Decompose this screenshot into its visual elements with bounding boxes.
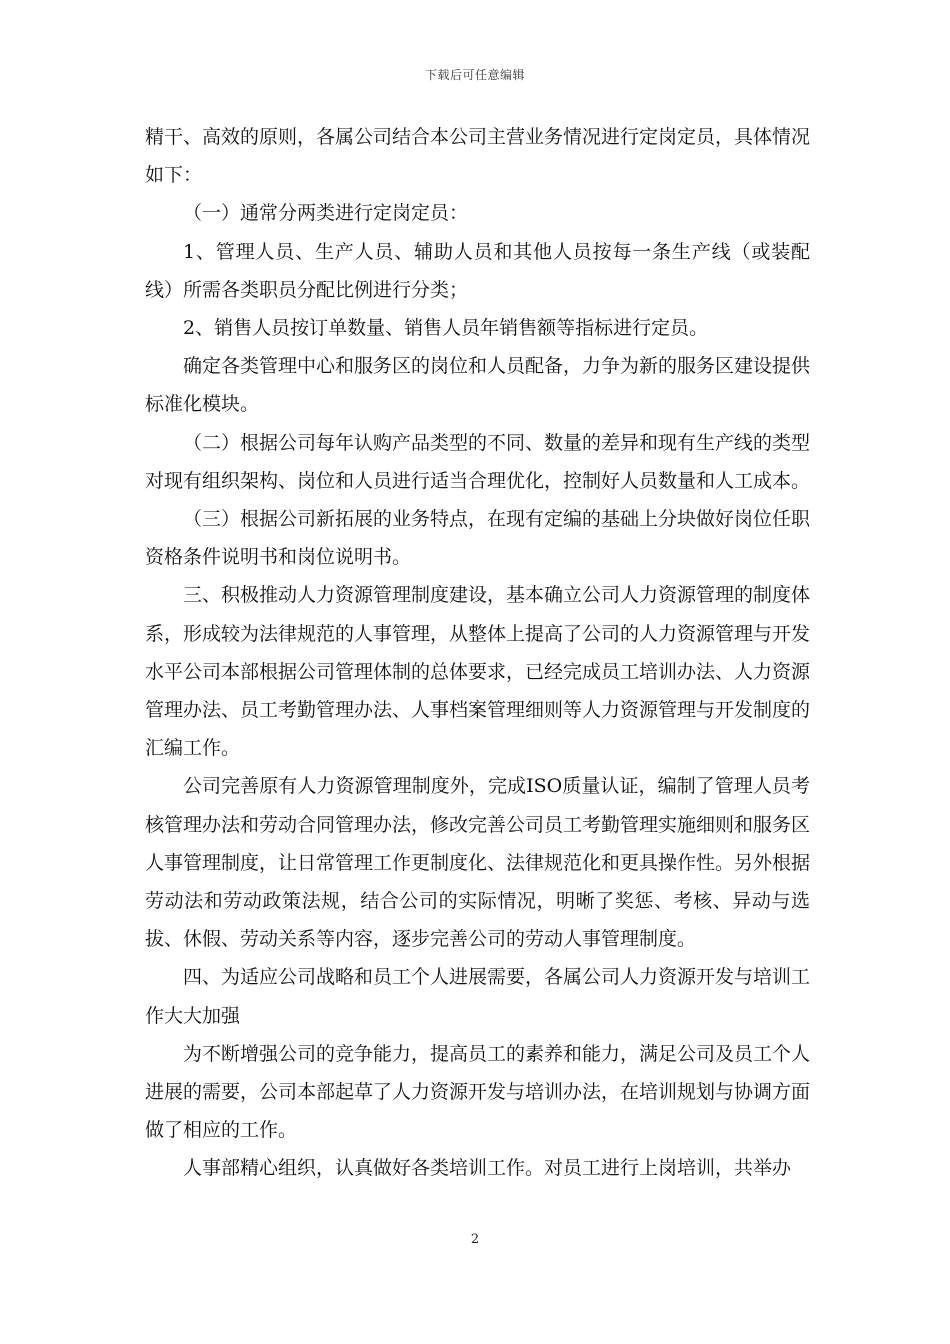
document-body (145, 118, 810, 1188)
paragraph: 2、销售人员按订单数量、销售人员年销售额等指标进行定员。 (183, 317, 709, 340)
paragraph: 精干、高效的原则，各属公司结合本公司主营业务情况进行定岗定员，具体情况如下： (145, 126, 811, 187)
paragraph: 三、积极推动人力资源管理制度建设，基本确立公司人力资源管理的制度体系，形成较为法律规范的人事管理，从整体上提高了公司的人力资源管理与开发水平公司本部根据公司管理体制的总体要求，已经完成员工培训办法、人力资源管理办法、员工考勤管理办法、人事档案管理细则等人力资源管理与开发制度的汇编工作。 (145, 584, 811, 760)
page-header: 下载后可任意编辑 (424, 68, 525, 82)
paragraph: 为不断增强公司的竞争能力，提高员工的素养和能力，满足公司及员工个人进展的需要，公司本部起草了人力资源开发与培训办法，在培训规划与协调方面做了相应的工作。 (145, 1042, 811, 1142)
paragraph: 1、管理人员、生产人员、辅助人员和其他人员按每一条生产线（或装配线）所需各类职员分配比例进行分类； (145, 240, 810, 301)
paragraph: 公司完善原有人力资源管理制度外，完成ISO质量认证，编制了管理人员考核管理办法和劳动合同管理办法，修改完善公司员工考勤管理实施细则和服务区人事管理制度，让日常管理工作更制度化、法律规范化和更具操作性。另外根据劳动法和劳动政策法规，结合公司的实际情况，明晰了奖惩、考核、异动与选拔、休假、劳动关系等内容，逐步完善公司的劳动人事管理制度。 (145, 775, 811, 951)
page-number: 2 (470, 1232, 480, 1247)
paragraph: 人事部精心组织，认真做好各类培训工作。对员工进行上岗培训，共举办 (183, 1157, 792, 1180)
paragraph: 四、为适应公司战略和员工个人进展需要，各属公司人力资源开发与培训工作大大加强 (145, 966, 811, 1027)
paragraph: 确定各类管理中心和服务区的岗位和人员配备，力争为新的服务区建设提供标准化模块。 (145, 355, 811, 416)
paragraph: （三）根据公司新拓展的业务特点，在现有定编的基础上分块做好岗位任职资格条件说明书和岗位说明书。 (145, 508, 811, 569)
paragraph: （二）根据公司每年认购产品类型的不同、数量的差异和现有生产线的类型对现有组织架构、岗位和人员进行适当合理优化，控制好人员数量和人工成本。 (145, 431, 811, 492)
paragraph: （一）通常分两类进行定岗定员： (183, 202, 469, 225)
